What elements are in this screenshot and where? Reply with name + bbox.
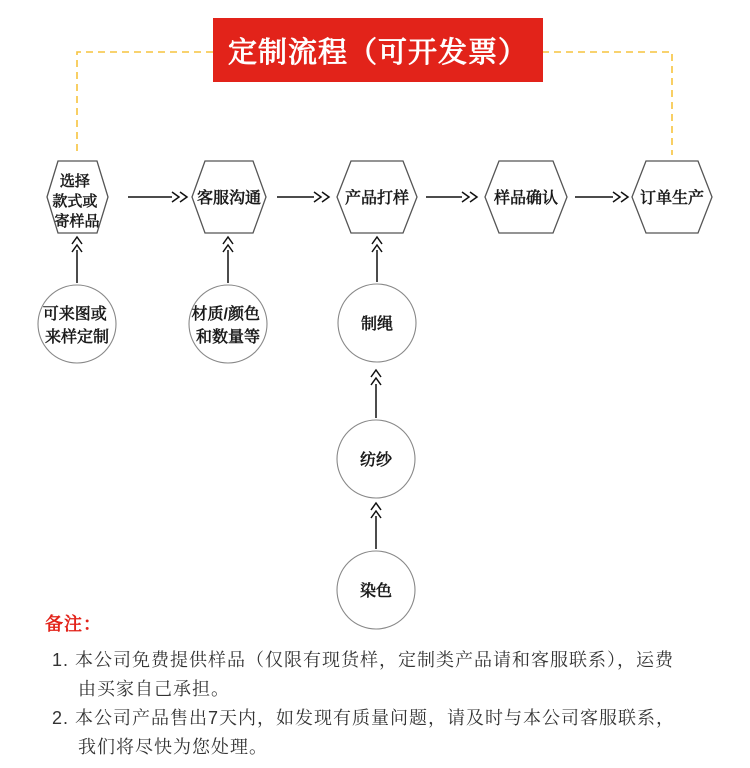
- hexagon-product-sampling: [337, 161, 417, 233]
- hexagon-sample-confirm: [485, 161, 567, 233]
- arrow-rope-hex3: [372, 237, 382, 282]
- circle-label: 可来图或 来样定制: [42, 306, 110, 346]
- circle-dyeing: [337, 551, 415, 629]
- arrow-circle1-hex1: [72, 237, 82, 283]
- arrow-dyeing-spinning: [371, 503, 381, 549]
- circle-label: 染色: [359, 583, 393, 600]
- arrow-hex3-hex4: [426, 192, 477, 202]
- hexagon-label: 产品打样: [344, 190, 410, 207]
- hexagon-label: 订单生产: [639, 190, 705, 207]
- circle-rope-making: [338, 284, 416, 362]
- hexagon-label: 样品确认: [493, 190, 559, 207]
- circle-spinning: [337, 420, 415, 498]
- remarks-heading: 备注：: [45, 614, 102, 634]
- hexagon-label: 选择 款式或 寄样品: [52, 173, 100, 230]
- arrow-hex2-hex3: [277, 192, 329, 202]
- remark-item-2-line-1: 2. 本公司产品售出7天内，如发现有质量问题，请及时与本公司客服联系，: [52, 708, 676, 728]
- arrow-circle2-hex2: [223, 237, 233, 283]
- arrow-spinning-rope: [371, 370, 381, 418]
- circle-label: 制绳: [360, 316, 394, 333]
- hexagon-select-style: [47, 161, 108, 233]
- title-banner: [213, 18, 543, 82]
- arrow-hex1-hex2: [128, 192, 187, 202]
- hexagon-order-production: [632, 161, 712, 233]
- circle-label: 材质/颜色 和数量等: [191, 306, 261, 346]
- remark-item-2-line-2: 我们将尽快为您处理。: [78, 737, 268, 757]
- remark-item-1-line-1: 1. 本公司免费提供样品（仅限有现货样，定制类产品请和客服联系），运费: [52, 650, 675, 670]
- circle-shape: [38, 285, 116, 363]
- dashed-connector-right: [542, 52, 672, 155]
- hexagon-label: 客服沟通: [196, 190, 262, 207]
- remark-item-1-line-2: 由买家自己承担。: [78, 679, 230, 699]
- circle-material-color-qty: [189, 285, 267, 363]
- hexagon-customer-service: [192, 161, 266, 233]
- circle-label: 纺纱: [359, 452, 393, 469]
- arrow-hex4-hex5: [575, 192, 628, 202]
- circle-custom-by-picture: [38, 285, 116, 363]
- dashed-connector-left: [77, 52, 213, 154]
- page-title: 定制流程（可开发票）: [227, 36, 528, 69]
- circle-shape: [189, 285, 267, 363]
